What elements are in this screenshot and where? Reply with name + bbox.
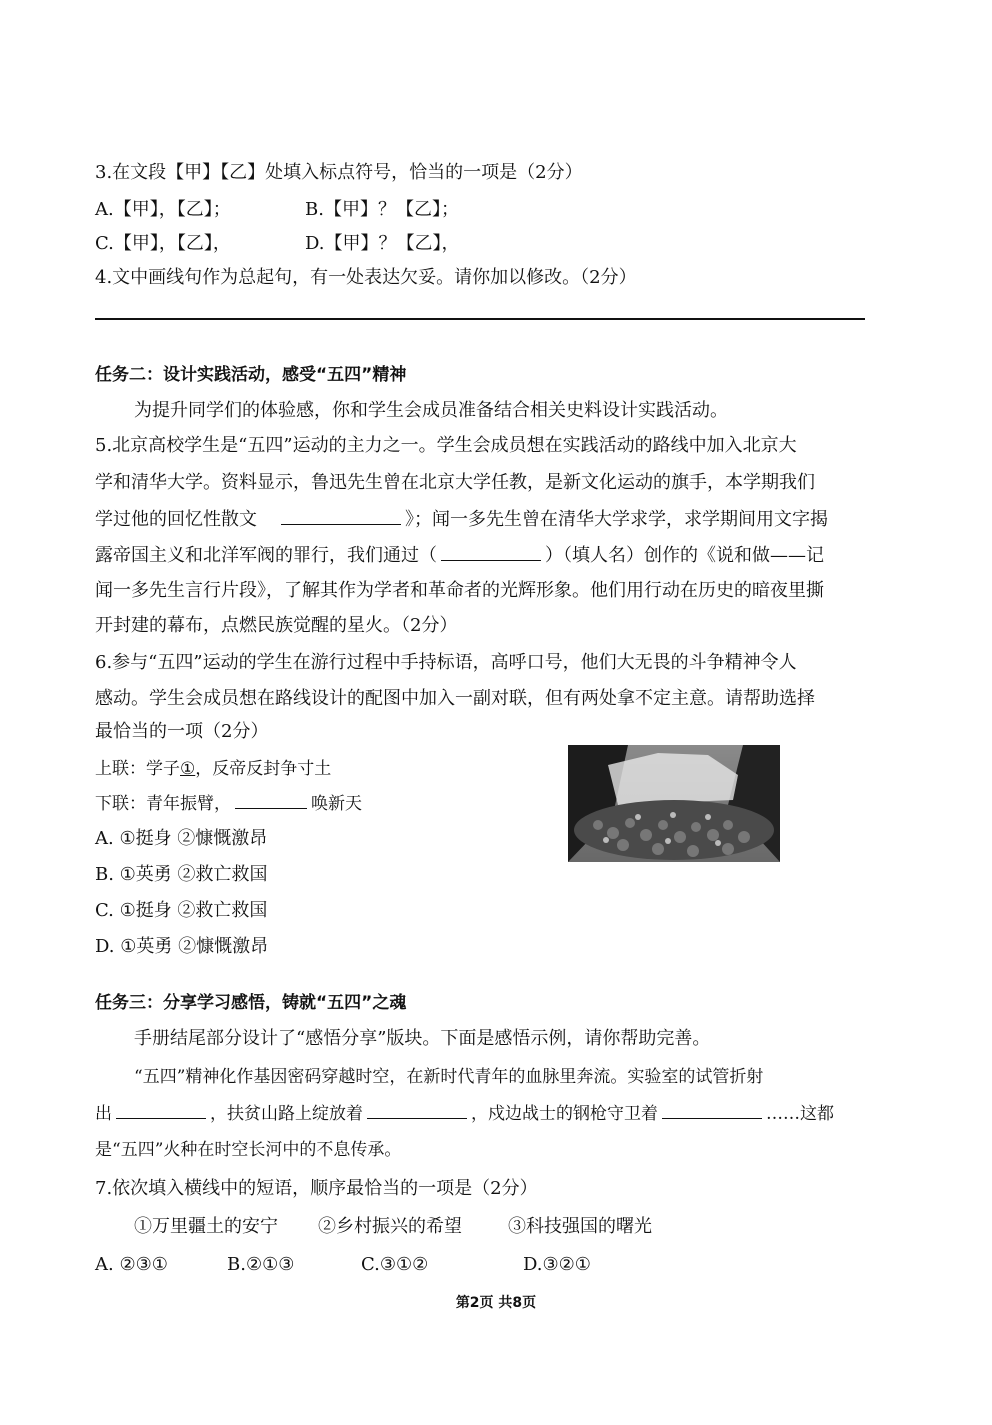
q7-phrase-2: ②乡村振兴的希望 bbox=[318, 1216, 462, 1237]
task3-intro: 手册结尾部分设计了“感悟分享”版块。下面是感悟示例，请你帮助完善。 bbox=[134, 1028, 711, 1049]
task3-para2 bbox=[95, 1100, 834, 1127]
q6-option-a: A. ①挺身 ②慷慨激昂 bbox=[95, 828, 268, 849]
task3-blank-1[interactable] bbox=[116, 1100, 206, 1119]
task3-blank-3[interactable] bbox=[662, 1100, 762, 1119]
answer-line bbox=[95, 318, 865, 320]
q6-line2: 感动。学生会成员想在路线设计的配图中加入一副对联，但有两处拿不定主意。请帮助选择 bbox=[95, 688, 815, 709]
task3-para1: “五四”精神化作基因密码穿越时空，在新时代青年的血脉里奔流。实验室的试管折射 bbox=[134, 1067, 764, 1087]
q3-options-row1 bbox=[95, 197, 459, 223]
couplet-blank-1[interactable]: ① bbox=[180, 759, 196, 779]
q5-line6: 开封建的幕布，点燃民族觉醒的星火。（2分） bbox=[95, 615, 458, 636]
q7-phrase-3: ③科技强国的曙光 bbox=[508, 1216, 652, 1237]
q4-stem: 4.文中画线句作为总起句，有一处表达欠妥。请你加以修改。（2分） bbox=[95, 267, 637, 288]
task3-para2-c: ，戍边战士的钢枪守卫着 bbox=[471, 1104, 658, 1124]
task3-para2-d: ……这都 bbox=[766, 1104, 834, 1124]
task3-title: 任务三：分享学习感悟，铸就“五四”之魂 bbox=[95, 993, 407, 1013]
task3-para2-a: 出 bbox=[95, 1104, 112, 1124]
q5-line1: 5.北京高校学生是“五四”运动的主力之一。学生会成员想在实践活动的路线中加入北京大 bbox=[95, 435, 797, 456]
couplet-upper bbox=[95, 756, 331, 782]
q3-option-b: B.【甲】？【乙】； bbox=[305, 199, 459, 220]
q6-option-b: B. ①英勇 ②救亡救国 bbox=[95, 864, 268, 885]
historical-photo-image bbox=[568, 745, 780, 862]
q3-option-c: C.【甲】，【乙】， bbox=[95, 233, 231, 254]
q7-phrases bbox=[134, 1214, 652, 1240]
task3-para2-b: ，扶贫山路上绽放着 bbox=[210, 1104, 363, 1124]
q5-line2: 学和清华大学。资料显示，鲁迅先生曾在北京大学任教，是新文化运动的旗手，本学期我们 bbox=[95, 472, 815, 493]
couplet-lower-a: 下联：青年振臂， bbox=[95, 794, 231, 814]
q3-options-row2 bbox=[95, 231, 460, 257]
q6-option-d: D. ①英勇 ②慷慨激昂 bbox=[95, 936, 269, 957]
q7-option-c: C.③①② bbox=[361, 1254, 429, 1275]
q6-line1: 6.参与“五四”运动的学生在游行过程中手持标语，高呼口号，他们大无畏的斗争精神令人 bbox=[95, 652, 797, 673]
q7-options bbox=[95, 1252, 591, 1278]
q3-option-d: D.【甲】？【乙】， bbox=[305, 233, 460, 254]
q6-line3: 最恰当的一项（2分） bbox=[95, 721, 269, 742]
q5-blank-author[interactable] bbox=[441, 542, 541, 561]
q3-stem: 3.在文段【甲】【乙】处填入标点符号，恰当的一项是（2分） bbox=[95, 162, 583, 183]
couplet-blank-2[interactable] bbox=[235, 790, 307, 809]
couplet-upper-b: ，反帝反封争寸土 bbox=[195, 759, 332, 779]
q7-option-b: B.②①③ bbox=[227, 1254, 295, 1275]
task3-para3: 是“五四”火种在时空长河中的不息传承。 bbox=[95, 1140, 402, 1160]
q5-line4-b: ）（填人名）创作的《说和做——记 bbox=[545, 545, 824, 566]
q7-stem: 7.依次填入横线中的短语，顺序最恰当的一项是（2分） bbox=[95, 1178, 538, 1199]
page-number: 第2页 共8页 bbox=[455, 1295, 537, 1311]
q7-option-a: A. ②③① bbox=[95, 1254, 168, 1275]
couplet-lower-b: 唤新天 bbox=[311, 794, 362, 814]
q5-blank-essay[interactable] bbox=[281, 506, 401, 525]
couplet-upper-a: 上联：学子 bbox=[95, 759, 180, 779]
q7-phrase-1: ①万里疆土的安宁 bbox=[134, 1216, 278, 1237]
couplet-lower bbox=[95, 790, 362, 817]
q5-line4-a: 露帝国主义和北洋军阀的罪行，我们通过（ bbox=[95, 545, 437, 566]
q7-option-d: D.③②① bbox=[523, 1254, 591, 1275]
q6-option-c: C. ①挺身 ②救亡救国 bbox=[95, 900, 268, 921]
q5-line5: 闻一多先生言行片段》，了解其作为学者和革命者的光辉形象。他们用行动在历史的暗夜里撕 bbox=[95, 580, 824, 601]
q5-line3-a: 学过他的回忆性散文 bbox=[95, 509, 257, 530]
task3-blank-2[interactable] bbox=[367, 1100, 467, 1119]
q5-line3-b: 》；闻一多先生曾在清华大学求学，求学期间用文字揭 bbox=[405, 509, 828, 530]
q3-option-a: A.【甲】，【乙】； bbox=[95, 199, 231, 220]
q5-line3 bbox=[95, 506, 828, 533]
task2-title: 任务二：设计实践活动，感受“五四”精神 bbox=[95, 365, 407, 385]
q5-line4 bbox=[95, 542, 824, 569]
task2-intro: 为提升同学们的体验感，你和学生会成员准备结合相关史料设计实践活动。 bbox=[134, 400, 728, 421]
historical-photo bbox=[568, 745, 780, 862]
